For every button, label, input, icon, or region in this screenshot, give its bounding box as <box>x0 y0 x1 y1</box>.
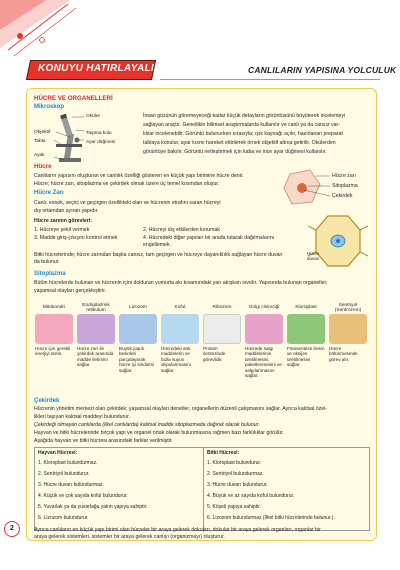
plant-item: 3. Hücre duvarı bulundurur. <box>207 482 268 488</box>
organelle-mitochondria <box>34 302 74 378</box>
organelle-name: Kloroplast <box>295 305 317 311</box>
microscope-text-2: sağlayan araçtır. Genellikle bilimsel araştırmalarda kullanılır ve canlı ya da cansız var- <box>143 122 340 128</box>
corner-decoration <box>0 0 400 60</box>
lysosome-image <box>119 314 157 344</box>
cell-diagram <box>282 168 372 208</box>
organelle-er <box>76 302 116 378</box>
membrane-duty-1: 1. Hücreye şekil vermek <box>34 227 90 233</box>
membrane-duty-2: 2. Hücreyi dış etkilerden korumak <box>143 227 220 233</box>
nucleus-heading: Çekirdek <box>34 398 60 404</box>
nucleus-text-3: Hayvan ve bitki hücrelerinde birçok yapı ve organel ortak olarak bulunmasına rağmen bazı farklılıklar görülür. <box>34 430 284 436</box>
plant-item: 6. Lizozom bulundurmaz (İlkel bitki hücrelerinde bulunur.). <box>207 515 335 521</box>
plant-cell-wall-label: Hücre duvarı <box>307 251 320 261</box>
organelle-name: Mitokondri <box>42 305 66 311</box>
page-number: 2 <box>4 521 20 537</box>
animal-item: 3. Hücre duvarı bulundurmaz. <box>38 482 104 488</box>
animal-item: 6. Lizozom bulundurur. <box>38 515 89 521</box>
cytoplasm-heading: Sitoplazma <box>34 271 66 277</box>
membrane-heading: Hücre Zarı <box>34 190 64 196</box>
microscope-label-ocular: Oküler <box>86 114 101 119</box>
cytoplasm-text-1: Bütün hücrelerde bulunan ve hücrenin içini dolduran yumurta akı kıvamındaki yarı akışkan sıvıdır. Yapısında bulunan organeller, <box>34 280 328 286</box>
membrane-duty-4: 4. Hücredeki diğer yapıları bir arada tutarak dağılmalarını engellemek. <box>143 235 275 248</box>
cell-label-membrane: Hücre zarı <box>332 173 356 179</box>
golgi-image <box>245 314 283 344</box>
plant-item: 2. Sentriyol bulundurmaz. <box>207 471 264 477</box>
membrane-duties-heading: Hücre zarının görevleri: <box>34 218 92 224</box>
cytoplasm-text-2: yaşamsal olayları gerçekleştirir. <box>34 288 107 294</box>
organelle-lysosome <box>118 302 158 378</box>
membrane-text-1: Canlı, esnek, seçici ve geçirgen özellikteki olan ve hücrenin etrafını saran hücreyi <box>34 200 221 206</box>
mitochondria-image <box>35 314 73 344</box>
plant-item: 1. Kloroplast bulundurur. <box>207 460 262 466</box>
microscope-text-5: görüntüye bakılır. Görüntü netleştirmek için kaba ve ince ayar düğmesi kullanılır. <box>143 149 327 155</box>
organelle-centriole <box>328 302 368 378</box>
footer-text-1: Ayrıca canlıların en küçük yapı birimi olan hücreler bir araya gelerek dokuları, dokular bir araya gelerek organları, organlar bir <box>34 527 321 533</box>
membrane-wall-text: Bitki hücrelerinde; hücre zarından başka cansız, tam geçirgen ve hücreye dayanıklılık sağlayan hücre duvarı da bulunur. <box>34 252 283 265</box>
organelle-ribosome <box>202 302 242 378</box>
microscope-label-arm: Taşıma kolu <box>86 131 112 136</box>
nucleus-text-4: Aşağıda hayvan ve bitki hücresi arasındaki farklar verilmiştir. <box>34 438 173 444</box>
plant-item: 5. Köşeli yapıya sahiptir. <box>207 504 261 510</box>
organelle-chloroplast <box>286 302 326 378</box>
nucleus-text-2: likleri taşıyan kalıtsal maddeyi bulundurur. <box>34 414 131 420</box>
chapter-title: CANLILARIN YAPISINA YOLCULUK <box>248 65 397 75</box>
cell-text-2: Hücre; hücre zarı, sitoplazma ve çekirdek olmak üzere üç temel kısımdan oluşur. <box>34 181 220 187</box>
comparison-table <box>34 447 370 531</box>
microscope-label-objective: Objektif <box>34 130 51 135</box>
nucleus-italic-note: Çekirdeği olmayan canlılarda (ilkel canlılarda) kalıtsal madde sitoplazmada dağınık olarak bulunur. <box>34 422 260 428</box>
organelle-desc: Hücredeki atık maddelerin ve fazla suyun depolanmasını sağlar. <box>161 346 192 373</box>
animal-cell-column <box>35 448 203 532</box>
animal-item: 2. Sentriyol bulundurur. <box>38 471 90 477</box>
footer-text-2: araya gelerek sistemleri, sistemler bir araya gelerek canlıyı (organizmayı) oluşturur. <box>34 534 225 540</box>
er-image <box>77 314 115 344</box>
chapter-divider <box>160 79 380 80</box>
membrane-text-2: dış ortamdan ayıran yapıdır. <box>34 208 99 214</box>
organelle-name: Golgi cisimciği <box>248 305 280 311</box>
microscope-label-stage: Tabla <box>34 139 46 144</box>
banner-title: KONUYU HATIRLAYALIM > <box>38 63 172 74</box>
section-title: HÜCRE VE ORGANELLERİ <box>34 95 113 102</box>
animal-item: 1. Kloroplast bulundurmaz. <box>38 460 98 466</box>
cell-text-1: Canlıların yapısını oluşturan ve canlılık özelliği gösteren en küçük yapı birimine hücre denir. <box>34 173 244 179</box>
animal-item: 5. Yuvarlak ya da yuvarlağa yakın yapıya sahiptir. <box>38 504 148 510</box>
animal-heading: Hayvan Hücresi: <box>38 450 78 456</box>
cell-heading: Hücre <box>34 163 52 170</box>
cell-label-cytoplasm: Sitoplazma <box>332 183 358 189</box>
organelle-vacuole <box>160 302 200 378</box>
chloroplast-image <box>287 314 325 344</box>
plant-cell-diagram <box>306 212 370 270</box>
organelle-desc: Fotosenteze besin ve oksijen üretilmesini sağlar. <box>287 346 325 368</box>
microscope-text-3: lıklar incelenebilir. Görüntü bulunurken sırasıyla; ışık kaynağı açılır, hazırlanan preparat <box>143 131 343 137</box>
ribosome-image <box>203 314 241 344</box>
organelle-desc: Hücrede salgı maddelerinin üretilmesini, paketlenmesini ve salgılanmasını sağlar. <box>245 346 282 379</box>
organelle-desc: Hücre zarı ile çekirdek arasında madde iletimini sağlar. <box>77 346 114 368</box>
organelle-name: Lizozom <box>129 305 147 311</box>
organelle-desc: Protein sentezinde görevlidir. <box>203 346 226 362</box>
organelle-desc: Hücre bölünmesinde görev alır. <box>329 346 358 362</box>
plant-heading: Bitki Hücresi: <box>207 450 240 456</box>
microscope-text-4: tablaya konulur, ayar kısmı hareket ettirilerek örnek objektif altına getirilir. Okülerden <box>143 140 336 146</box>
plant-cell-column <box>203 448 371 532</box>
organelle-desc: Hücre için gerekli enerjiyi üretir. <box>35 346 71 357</box>
microscope-heading: Mikroskop <box>34 104 65 110</box>
membrane-duty-3: 3. Madde giriş-çıkışını kontrol etmek <box>34 235 118 241</box>
plant-item: 4. Büyük ve az sayıda koful bulundurur. <box>207 493 295 499</box>
vacuole-image <box>161 314 199 344</box>
nucleus-text-1: Hücrenin yönetim merkezi olan çekirdek; yaşamsal olayları denetler, organellerin düzenli çalışmasını sağlar. Ayrıca kalıtsal özel- <box>34 406 328 412</box>
microscope-label-knob: Ayar düğmesi <box>86 140 116 145</box>
organelle-golgi <box>244 302 284 378</box>
organelle-desc: Büyük yapılı besinleri parçalayarak hücre içi sindirimi sağlar. <box>119 346 155 373</box>
centriole-image <box>329 314 367 344</box>
organelle-name: Koful <box>174 305 186 311</box>
organelle-table <box>34 302 370 378</box>
organelle-name: Endoplazmik retikulum <box>82 302 110 313</box>
organelle-name: Sentriyol (Sentrozom) <box>334 302 362 313</box>
cell-label-nucleus: Çekirdek <box>332 193 353 199</box>
microscope-label-base: Ayak <box>34 153 45 158</box>
animal-item: 4. Küçük ve çok sayıda koful bulundurur. <box>38 493 128 499</box>
microscope-text-1: İnsan gözünün göremeyeceği kadar küçük detayların görüntüsünü büyüterek incelemeyi <box>143 113 346 119</box>
organelle-name: Ribozom <box>212 305 232 311</box>
